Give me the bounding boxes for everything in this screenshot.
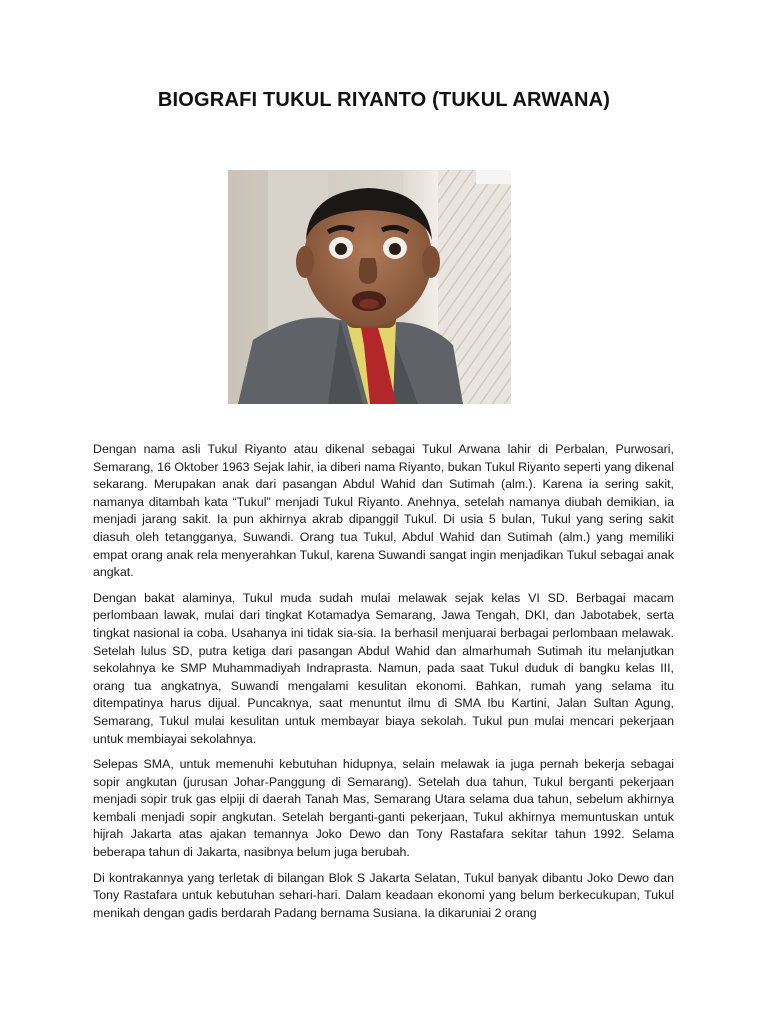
paragraph: Dengan nama asli Tukul Riyanto atau dikenal sebagai Tukul Arwana lahir di Perbalan, Purwosari, Semarang, 16 Oktober 1963 Sejak lahir, ia diberi nama Riyanto, bukan Tukul Riyanto seperti yang dikenal sekarang. Merupakan anak dari pasangan Abdul Wahid dan Sutimah (alm.). Karena ia sering sakit, namanya ditambah kata “Tukul” menjadi Tukul Riyanto. Anehnya, setelah namanya diubah demikian, ia menjadi jarang sakit. Ia pun akhirnya akrab dipanggil Tukul. Di usia 5 bulan, Tukul yang sering sakit diasuh oleh tetangganya, Suwandi. Orang tua Tukul, Abdul Wahid dan Sutimah (alm.) yang memiliki empat orang anak rela menyerahkan Tukul, karena Suwandi sangat ingin menjadikan Tukul sebagai anak angkat. xyxy=(93,442,674,580)
document-title: BIOGRAFI TUKUL RIYANTO (TUKUL ARWANA) xyxy=(157,89,611,111)
paragraph: Dengan bakat alaminya, Tukul muda sudah mulai melawak sejak kelas VI SD. Berbagai macam perlombaan lawak, mulai dari tingkat Kotamadya Semarang, Jawa Tengah, DKI, dan Jabotabek, serta tingkat nasional ia coba. Usahanya ini tidak sia-sia. Ia berhasil menjuarai berbagai perlombaan melawak. Setelah lulus SD, putra ketiga dari pasangan Abdul Wahid dan almarhumah Sutimah itu melanjutkan sekolahnya ke SMP Muhammadiyah Indraprasta. Namun, pada saat Tukul duduk di bangku kelas III, orang tua angkatnya, Suwandi mengalami kesulitan ekonomi. Bahkan, rumah yang selama itu ditempatinya harus dijual. Puncaknya, saat menuntut ilmu di SMA Ibu Kartini, Jalan Sultan Agung, Semarang, Tukul mulai kesulitan untuk membayar biaya sekolah. Tukul pun mulai mencari pekerjaan untuk membiayai sekolahnya. xyxy=(93,590,674,746)
paragraph: Selepas SMA, untuk memenuhi kebutuhan hidupnya, selain melawak ia juga pernah bekerja sebagai sopir angkutan (jurusan Johar-Panggung di Semarang). Setelah dua tahun, Tukul berganti pekerjaan menjadi sopir truk gas elpiji di daerah Tanah Mas, Semarang Utara selama dua tahun, sebelum akhirnya kembali menjadi sopir angkutan. Setelah berganti-ganti pekerjaan, Tukul akhirnya memuntuskan untuk hijrah Jakarta atas ajakan temannya Joko Dewo dan Tony Rastafara sekitar tahun 1992. Selama beberapa tahun di Jakarta, nasibnya belum juga berubah. xyxy=(93,757,674,860)
biography-text xyxy=(93,441,674,930)
paragraph: Di kontrakannya yang terletak di bilangan Blok S Jakarta Selatan, Tukul banyak dibantu Joko Dewo dan Tony Rastafara untuk kebutuhan sehari-hari. Dalam keadaan ekonomi yang belum berkecukupan, Tukul menikah dengan gadis berdarah Padang bernama Susiana. Ia dikaruniai 2 orang xyxy=(93,870,674,920)
portrait-photo xyxy=(228,170,511,404)
